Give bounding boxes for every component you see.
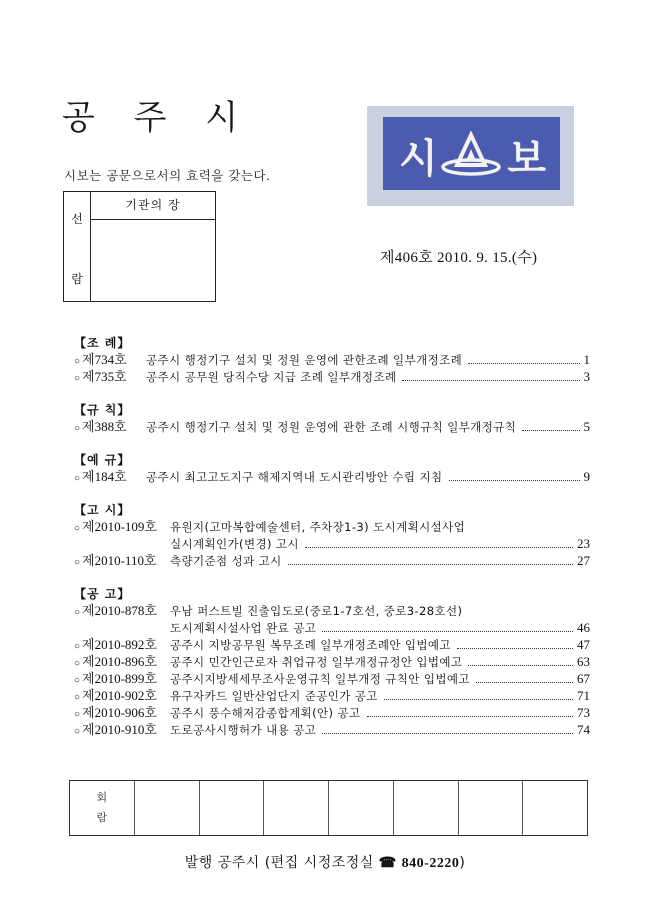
entry-no: 제2010-110호	[82, 553, 157, 568]
toc-section-title: 【고 시】	[74, 503, 131, 517]
toc-entry-page: 23	[577, 536, 590, 551]
leader-dots	[402, 380, 579, 381]
toc-entry-title: 공주시 공무원 당직수당 지급 조례 일부개정조례	[146, 370, 397, 384]
review-side-bottom: 람	[71, 272, 83, 286]
toc-section-title: 【규 칙】	[74, 403, 131, 417]
bullet-icon: ○	[74, 557, 81, 568]
toc-entry-continuation[interactable]	[74, 619, 590, 636]
toc-entry-page: 46	[577, 620, 590, 635]
toc-entry-title: 공주시 행정기구 설치 및 정원 운영에 관한 조례 시행규칙 일부개정규칙	[146, 420, 517, 434]
entry-no: 제2010-109호	[82, 519, 157, 534]
issue-number-date: 제406호 2010. 9. 15.(수)	[380, 250, 538, 266]
review-stamp-box	[63, 191, 216, 302]
leader-dots	[322, 733, 573, 734]
toc-entry[interactable]	[74, 368, 590, 385]
toc-entry-continuation[interactable]	[74, 535, 590, 552]
toc-section-title: 【조 례】	[74, 336, 131, 350]
entry-no: 제2010-899호	[82, 671, 157, 686]
bullet-icon: ○	[74, 523, 81, 534]
toc-entry-number	[74, 721, 170, 740]
circulation-signature-cell	[522, 781, 587, 835]
leader-dots	[288, 564, 573, 565]
circulation-label-top: 회	[96, 791, 108, 804]
entry-no: 제2010-892호	[82, 637, 157, 652]
entry-no: 제2010-906호	[82, 705, 157, 720]
toc-entry-title: 공주시 최고고도지구 해제지역내 도시관리방안 수립 지침	[146, 470, 443, 484]
bullet-icon: ○	[74, 356, 81, 367]
toc-entry-title: 공주시지방세세무조사운영규칙 일부개정 규칙안 입법예고	[170, 672, 470, 686]
bullet-icon: ○	[74, 675, 81, 686]
city-title: 공 주 시	[62, 98, 253, 138]
toc-section-title: 【공 고】	[74, 587, 131, 601]
toc-entry-number	[74, 518, 170, 537]
toc-entry-title: 도로공사시행허가 내용 공고	[170, 723, 317, 737]
circulation-signature-cell	[458, 781, 523, 835]
leader-dots	[468, 665, 573, 666]
toc-entry-number	[74, 368, 146, 387]
toc-entry-number	[74, 602, 170, 621]
leader-dots	[322, 631, 573, 632]
circulation-signature-cell	[134, 781, 199, 835]
toc-section	[74, 335, 590, 385]
toc-entry-page: 74	[577, 722, 590, 737]
toc-entry-page: 9	[583, 469, 590, 484]
bullet-icon: ○	[74, 607, 81, 618]
toc-entry[interactable]	[74, 602, 590, 619]
sibo-logo	[367, 106, 574, 206]
leader-dots	[476, 682, 573, 683]
circulation-table	[69, 780, 588, 836]
toc-section-title: 【예 규】	[74, 453, 131, 467]
legal-notice: 시보는 공문으로서의 효력을 갖는다.	[64, 168, 271, 183]
toc-entry-title: 공주시 지방공무원 복무조례 일부개정조례안 입법예고	[170, 638, 451, 652]
toc-section	[74, 502, 590, 569]
bullet-icon: ○	[74, 709, 81, 720]
toc-entry-title: 공주시 민간인근로자 취업규정 일부개정규정안 입법예고	[170, 655, 463, 669]
entry-no: 제388호	[82, 419, 127, 434]
circulation-label-bottom: 람	[96, 811, 108, 824]
leader-dots	[367, 716, 573, 717]
bullet-icon: ○	[74, 692, 81, 703]
entry-no: 제735호	[82, 369, 127, 384]
entry-no: 제734호	[82, 352, 127, 367]
toc-entry-number	[74, 418, 146, 437]
entry-no: 제2010-878호	[82, 603, 157, 618]
leader-dots	[457, 648, 573, 649]
bullet-icon: ○	[74, 373, 81, 384]
logo-panel	[383, 117, 560, 190]
toc-section	[74, 452, 590, 485]
toc-entry-page: 1	[583, 352, 590, 367]
leader-dots	[305, 547, 573, 548]
toc-entry[interactable]	[74, 653, 590, 670]
circulation-signature-cell	[199, 781, 264, 835]
bullet-icon: ○	[74, 423, 81, 434]
entry-no: 제2010-902호	[82, 688, 157, 703]
toc-entry-page: 73	[577, 705, 590, 720]
toc-entry[interactable]	[74, 418, 590, 435]
circulation-signature-cell	[393, 781, 458, 835]
toc-entry-number	[74, 552, 170, 571]
toc-entry-title: 공주시 풍수해저감종합계획(안) 공고	[170, 706, 361, 720]
toc-section	[74, 586, 590, 738]
toc-entry[interactable]	[74, 518, 590, 535]
bullet-icon: ○	[74, 658, 81, 669]
toc-entry-title: 우남 퍼스트빌 진출입도로(중로1-7호선, 중로3-28호선)	[170, 604, 463, 618]
toc-entry[interactable]	[74, 468, 590, 485]
entry-no: 제2010-896호	[82, 654, 157, 669]
leader-dots	[522, 430, 579, 431]
toc-entry-page: 27	[577, 553, 590, 568]
logo-left-char: 시	[399, 136, 438, 182]
logo-right-char: 보	[507, 136, 546, 182]
toc-entry[interactable]	[74, 552, 590, 569]
toc-entry-page: 67	[577, 671, 590, 686]
toc-entry-title-cont: 실시계획인가(변경) 고시	[170, 537, 299, 551]
toc-entry[interactable]	[74, 721, 590, 738]
circulation-label	[70, 781, 134, 835]
bullet-icon: ○	[74, 641, 81, 652]
publisher-close: )	[459, 855, 466, 871]
toc-entry-page: 63	[577, 654, 590, 669]
toc-entry-number	[74, 468, 146, 487]
toc-entry[interactable]	[74, 636, 590, 653]
leader-dots	[384, 699, 573, 700]
entry-no: 제184호	[82, 469, 127, 484]
review-side-top: 선	[71, 212, 83, 226]
publisher-footer	[0, 852, 650, 872]
toc-entry-title: 유구자카드 일반산업단지 준공인가 공고	[170, 689, 378, 703]
leader-dots	[449, 480, 580, 481]
toc-entry[interactable]	[74, 351, 590, 368]
toc-section	[74, 402, 590, 435]
circulation-signature-cell	[263, 781, 328, 835]
toc-entry-page: 71	[577, 688, 590, 703]
toc-entry-title: 공주시 행정기구 설치 및 정원 운영에 관한조례 일부개정조례	[146, 353, 463, 367]
bullet-icon: ○	[74, 726, 81, 737]
toc-entry-title: 측량기준점 성과 고시	[170, 554, 282, 568]
toc-entry[interactable]	[74, 704, 590, 721]
toc-entry-page: 5	[583, 419, 590, 434]
phone-number: 840-2220	[401, 856, 460, 871]
toc-entry[interactable]	[74, 670, 590, 687]
triangle-ripple-emblem-icon	[439, 131, 503, 181]
entry-no: 제2010-910호	[82, 722, 157, 737]
toc-entry-page: 3	[583, 369, 590, 384]
review-side-label	[64, 192, 91, 301]
toc-entry-title: 유원지(고마복합예술센터, 주차장1-3) 도시계획시설사업	[170, 520, 466, 534]
toc-entry-page: 47	[577, 637, 590, 652]
bullet-icon: ○	[74, 473, 81, 484]
publisher-text: 발행 공주시 (편집 시정조정실	[184, 855, 379, 871]
circulation-signature-cell	[328, 781, 393, 835]
phone-icon: ☎	[378, 856, 397, 871]
toc-entry-title-cont: 도시계획시설사업 완료 공고	[170, 621, 317, 635]
leader-dots	[468, 363, 579, 364]
table-of-contents	[74, 335, 590, 755]
toc-entry[interactable]	[74, 687, 590, 704]
review-head-label: 기관의 장	[91, 192, 215, 220]
